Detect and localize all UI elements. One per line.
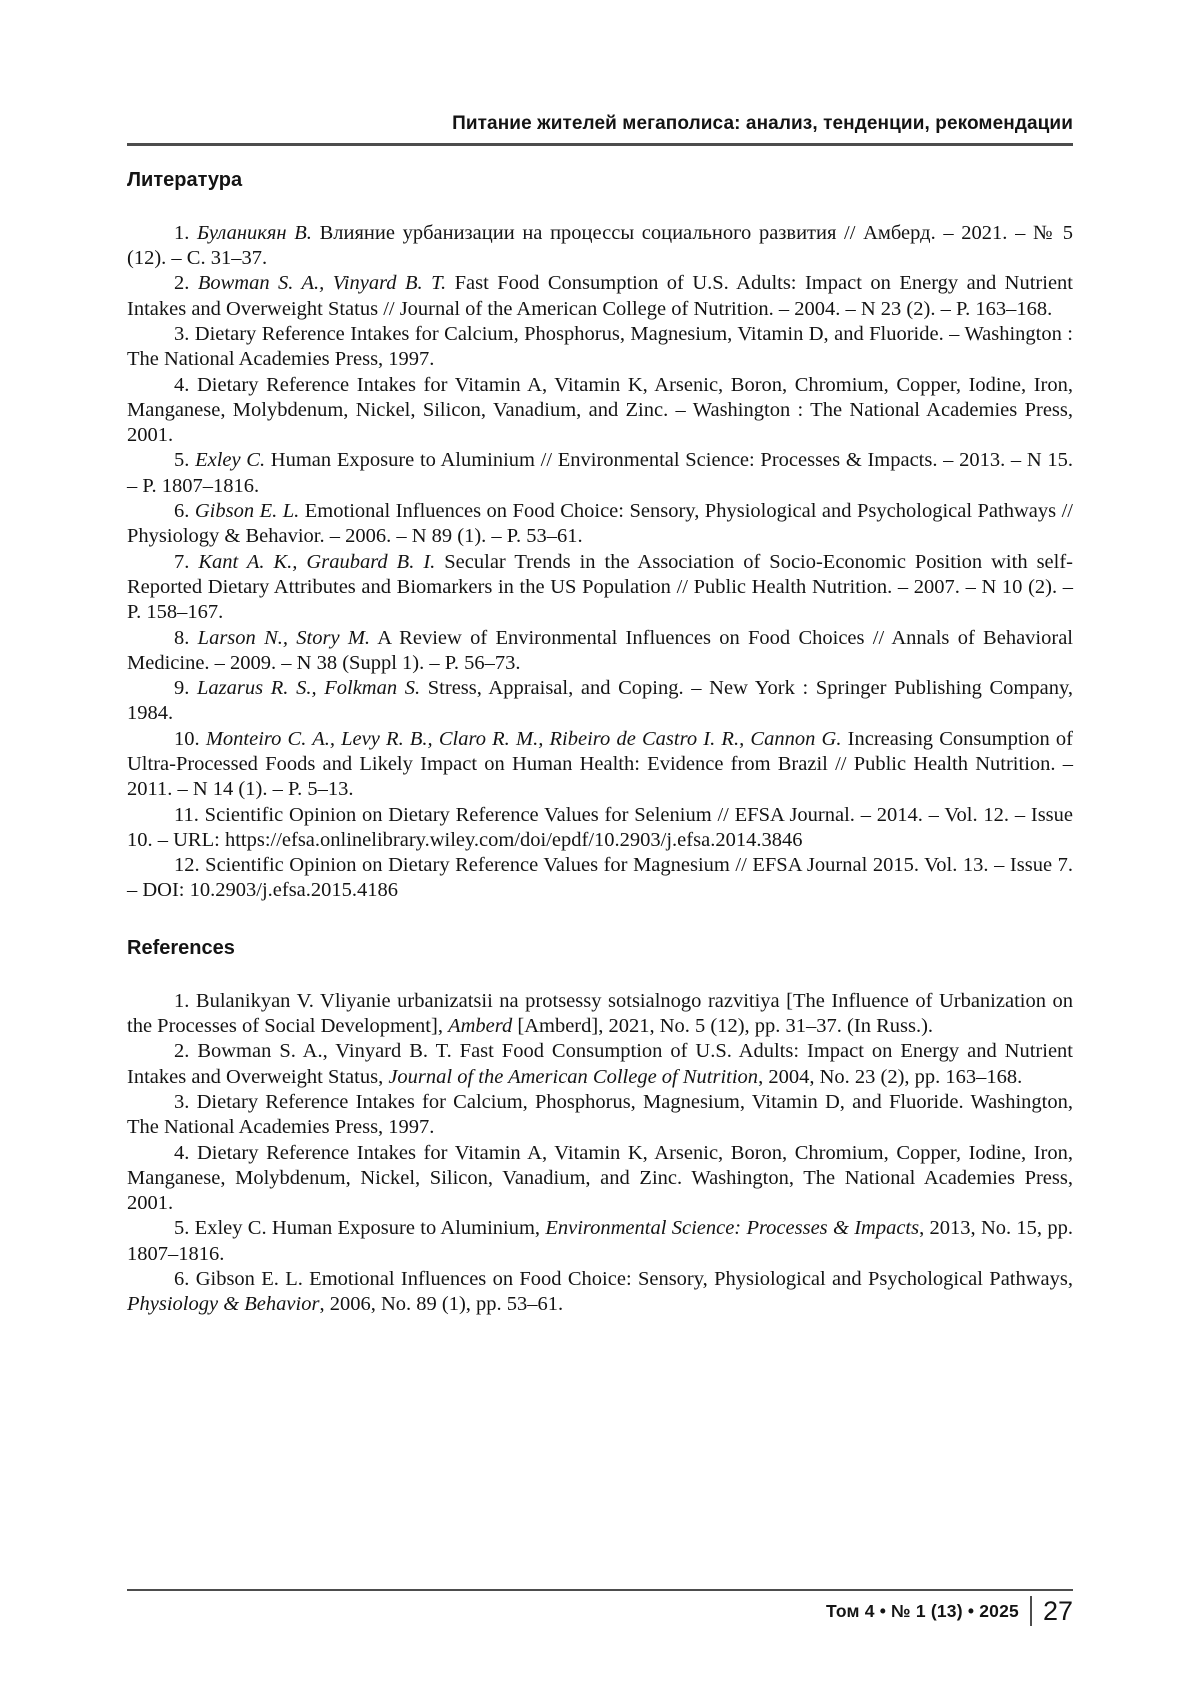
reference-text-segment: 5. [174,449,196,472]
reference-item [127,1267,1073,1318]
reference-text-segment: 11. Scientific Opinion on Dietary Reference Values for Selenium // EFSA Journal. – 2014. – Vol. 12. – Issue 10. – URL: https://efsa.onlinelibrary.wiley.com/doi/epdf/10.2903/j.efsa.2014.3846 [127,803,1073,851]
reference-item [127,448,1073,499]
reference-item [127,803,1073,854]
reference-italic-segment: Physiology & Behavior [127,1293,320,1316]
reference-item [127,626,1073,677]
reference-italic-segment: Lazarus R. S., Folkman S. [197,677,421,700]
page-number-separator [1030,1596,1032,1626]
reference-item [127,1216,1073,1267]
reference-italic-segment: Буланикян В. [197,221,312,244]
reference-italic-segment: Monteiro C. A., Levy R. B., Claro R. M., Ribeiro de Castro I. R., Cannon G. [205,727,842,750]
reference-italic-segment: Larson N., Story M. [197,626,371,649]
reference-text-segment: A Review of Environmental Influences on Food Choices // Annals of Behavioral Medicine. – 2009. – N 38 (Suppl 1). – P. 56–73. [127,626,1073,674]
reference-item [127,853,1073,904]
reference-text-segment: 12. Scientific Opinion on Dietary Reference Values for Magnesium // EFSA Journal 2015. Vol. 13. – Issue 7. – DOI: 10.2903/j.efsa.2015.4186 [127,854,1073,902]
reference-text-segment: 1. [174,221,198,244]
reference-text-segment: 6. [174,500,195,523]
reference-text-segment: 7. [174,550,199,573]
reference-italic-segment: Journal of the American College of Nutrition [388,1065,759,1088]
reference-text-segment: 10. [174,727,206,750]
page-footer [127,1589,1073,1626]
references-list [127,989,1073,1318]
header-divider [127,143,1073,146]
reference-text-segment: 6. Gibson E. L. Emotional Influences on Food Choice: Sensory, Physiological and Psychological Pathways, [174,1268,1073,1291]
reference-item [127,373,1073,449]
reference-text-segment: 1. Bulanikyan V. Vliyanie urbanizatsii na protsessy sotsialnogo razvitiya [The Influence of Urbanization on the Processes of Social Development], [127,989,1073,1038]
reference-text-segment: Human Exposure to Aluminium // Environmental Science: Processes & Impacts. – 2013. – N 15. – P. 1807–1816. [127,449,1073,497]
reference-item [127,221,1073,272]
reference-text-segment: , 2013, No. 15, pp. 1807–1816. [127,1217,1073,1265]
reference-text-segment: , 2004, No. 23 (2), pp. 163–168. [758,1065,1023,1088]
literature-heading: Литература [127,168,243,191]
reference-item [127,1141,1073,1217]
reference-text-segment: 9. [174,677,198,700]
reference-text-segment: Влияние урбанизации на процессы социального развития // Амберд. – 2021. – № 5 (12). – С. 31–37. [127,221,1074,270]
footer-divider [127,1589,1073,1591]
reference-text-segment: 2. [174,272,198,295]
reference-text-segment: 2. Bowman S. A., Vinyard B. T. Fast Food Consumption of U.S. Adults: Impact on Energy and Nutrient Intakes and Overweight Status, [127,1040,1073,1088]
reference-italic-segment: Kant A. K., Graubard B. I. [198,550,436,573]
reference-text-segment: 5. Exley C. Human Exposure to Aluminium, [174,1217,546,1240]
reference-item [127,499,1073,550]
reference-text-segment: , 2006, No. 89 (1), pp. 53–61. [319,1293,564,1316]
reference-item [127,550,1073,626]
reference-text-segment: Fast Food Consumption of U.S. Adults: Impact on Energy and Nutrient Intakes and Overweight Status // Journal of the American College of Nutrition. – 2004. – N 23 (2). – P. 163–168. [127,272,1073,320]
reference-italic-segment: Environmental Science: Processes & Impacts [545,1217,920,1240]
reference-text-segment: 3. Dietary Reference Intakes for Calcium, Phosphorus, Magnesium, Vitamin D, and Fluoride. – Washington : The National Academies Press, 1997. [127,322,1073,371]
reference-italic-segment: Bowman S. A., Vinyard B. T. [197,272,447,295]
reference-text-segment: Stress, Appraisal, and Coping. – New York : Springer Publishing Company, 1984. [127,677,1073,725]
reference-italic-segment: Gibson E. L. [194,500,300,523]
page-header [127,112,1073,146]
reference-text-segment: 3. Dietary Reference Intakes for Calcium, Phosphorus, Magnesium, Vitamin D, and Fluoride. Washington, The National Academies Press, 1997. [127,1090,1073,1139]
references-heading: References [127,936,235,959]
reference-text-segment: Emotional Influences on Food Choice: Sensory, Physiological and Psychological Pathways // Physiology & Behavior. – 2006. – N 89 (1). – P. 53–61. [127,500,1073,548]
literature-list [127,221,1073,904]
reference-item [127,322,1073,373]
reference-item [127,989,1073,1040]
reference-item [127,676,1073,727]
running-title: Питание жителей мегаполиса: анализ, тенденции, рекомендации [452,113,1073,134]
reference-text-segment: 4. Dietary Reference Intakes for Vitamin A, Vitamin K, Arsenic, Boron, Chromium, Copper, Iodine, Iron, Manganese, Molybdenum, Nickel, Silicon, Vanadium, and Zinc. Washington, The National Academies Press, 2001. [127,1141,1073,1215]
footer-row [127,1596,1073,1626]
reference-text-segment: Secular Trends in the Association of Socio-Economic Position with self-Reported Dietary Attributes and Biomarkers in the US Population // Public Health Nutrition. – 2007. – N 10 (2). – P. 158–167. [127,550,1073,624]
page-number: 27 [1042,1595,1073,1626]
reference-text-segment: [Amberd], 2021, No. 5 (12), pp. 31–37. (In Russ.). [512,1015,934,1038]
reference-text-segment: 8. [174,626,198,649]
reference-italic-segment: Exley C. [195,449,266,472]
reference-text-segment: Increasing Consumption of Ultra-Processed Foods and Likely Impact on Human Health: Evidence from Brazil // Public Health Nutrition. – 2011. – N 14 (1). – P. 5–13. [127,727,1073,801]
reference-item [127,271,1073,322]
volume-issue-info: Том 4 • № 1 (13) • 2025 [826,1600,1019,1621]
reference-italic-segment: Amberd [448,1015,513,1038]
reference-text-segment: 4. Dietary Reference Intakes for Vitamin A, Vitamin K, Arsenic, Boron, Chromium, Copper, Iodine, Iron, Manganese, Molybdenum, Nickel, Silicon, Vanadium, and Zinc. – Washington : The National Academies Press, 2001. [127,373,1073,447]
reference-item [127,727,1073,803]
reference-item [127,1039,1073,1090]
reference-item [127,1090,1073,1141]
